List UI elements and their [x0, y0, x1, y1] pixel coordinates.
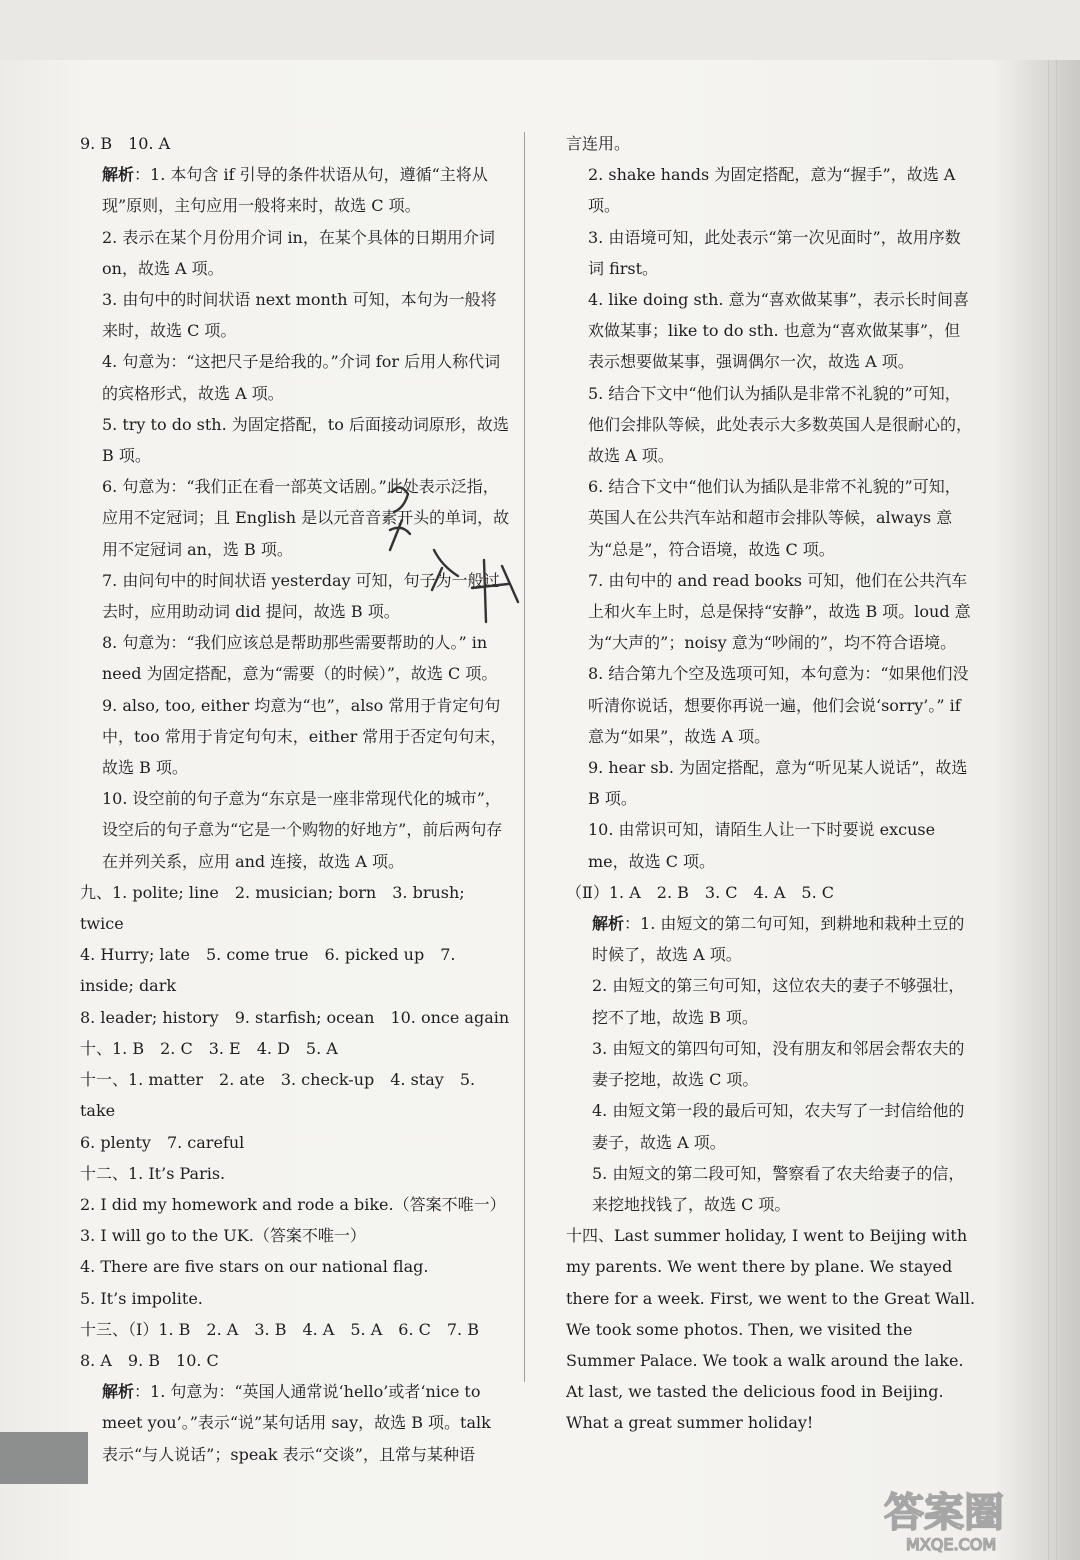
answer-line — [566, 877, 976, 908]
answer-line — [80, 1127, 510, 1158]
answer-line — [80, 939, 510, 1001]
answer-text: 8. leader; history 9. starfish; ocean 10. once again — [80, 1007, 510, 1027]
answer-line — [566, 658, 976, 752]
analysis-label: 解析 — [592, 914, 625, 934]
answer-line — [566, 471, 976, 565]
answer-text: ：1. 由短文的第二句可知，到耕地和栽种土豆的时候了，故选 A 项。 — [592, 914, 965, 965]
answer-line — [80, 1283, 510, 1314]
answer-text: 8. A 9. B 10. C — [80, 1350, 219, 1370]
answer-text: 10. 设空前的句子意为“东京是一座非常现代化的城市”，设空后的句子意为“它是一个购物的好地方”，前后两句存在并列关系，应用 and 连接，故选 A 项。 — [102, 789, 503, 871]
answer-text: 3. I will go to the UK.（答案不唯一） — [80, 1226, 366, 1246]
answer-text: 6. 结合下文中“他们认为插队是非常不礼貌的”可知，英国人在公共汽车站和超市会排队等候，always 意为“总是”，符合语境，故选 C 项。 — [588, 477, 961, 559]
top-margin — [0, 0, 1080, 60]
answer-text: 8. 句意为：“我们应该总是帮助那些需要帮助的人。” in need 为固定搭配，意为“需要（的时候）”，故选 C 项。 — [102, 633, 498, 684]
answer-text: 6. plenty 7. careful — [80, 1132, 245, 1152]
answer-text: 九、1. polite; line 2. musician; born 3. brush; twice — [80, 882, 465, 934]
page-edge-line — [1056, 60, 1057, 1560]
answer-line — [566, 814, 976, 876]
answer-line — [80, 1002, 510, 1033]
answer-text: 十、1. B 2. C 3. E 4. D 5. A — [80, 1038, 338, 1058]
left-column — [80, 128, 510, 1470]
answer-text: 5. 由短文的第二段可知，警察看了农夫给妻子的信，来挖地找钱了，故选 C 项。 — [592, 1163, 965, 1214]
answer-line — [80, 222, 510, 284]
analysis-label: 解析 — [102, 165, 135, 185]
answer-line — [566, 1220, 976, 1438]
answer-line — [566, 1095, 976, 1157]
answer-line — [566, 970, 976, 1032]
answer-line — [80, 1033, 510, 1064]
answer-text: 2. shake hands 为固定搭配，意为“握手”，故选 A 项。 — [588, 165, 956, 216]
answer-line — [566, 159, 976, 221]
answer-text: 9. B 10. A — [80, 134, 171, 153]
answer-line — [80, 1189, 510, 1220]
answer-line — [80, 1158, 510, 1189]
page-edge-line — [1048, 60, 1049, 1560]
answer-line — [80, 1314, 510, 1345]
answer-line — [80, 128, 510, 159]
answer-text: 7. 由问句中的时间状语 yesterday 可知，句子为一般过去时，应用助动词 did 提问，故选 B 项。 — [102, 570, 500, 622]
answer-line — [566, 284, 976, 378]
answer-text: 9. also, too, either 均意为“也”，also 常用于肯定句句中，too 常用于肯定句句末，either 常用于否定句句末，故选 B 项。 — [102, 695, 507, 778]
answer-line — [566, 1033, 976, 1095]
answer-line — [80, 1376, 510, 1470]
answer-text: 5. 结合下文中“他们认为插队是非常不礼貌的”可知，他们会排队等候，此处表示大多数英国人是很耐心的，故选 A 项。 — [588, 383, 973, 466]
answer-text: 4. 由短文第一段的最后可知，农夫写了一封信给他的妻子，故选 A 项。 — [592, 1101, 965, 1152]
answer-line — [80, 346, 510, 408]
answer-text: 4. 句意为：“这把尺子是给我的。”介词 for 后用人称代词的宾格形式，故选 A 项。 — [102, 352, 501, 403]
answer-text: 4. There are five stars on our national flag. — [80, 1257, 429, 1277]
answer-line — [566, 1158, 976, 1220]
answer-line — [566, 752, 976, 814]
answer-text: 6. 句意为：“我们正在看一部英文话剧。”此处表示泛指，应用不定冠词；且 English 是以元音音素开头的单词，故用不定冠词 an，选 B 项。 — [102, 477, 510, 559]
answer-text: 4. Hurry; late 5. come true 6. picked up 7. inside; dark — [80, 945, 456, 996]
answer-line — [80, 1220, 510, 1251]
answer-text: 5. try to do sth. 为固定搭配，to 后面接动词原形，故选 B 项。 — [102, 414, 509, 466]
answer-text: 3. 由句中的时间状语 next month 可知，本句为一般将来时，故选 C 项。 — [102, 290, 497, 341]
answer-line — [80, 1064, 510, 1126]
answer-line — [566, 128, 976, 159]
analysis-label: 解析 — [102, 1382, 135, 1402]
answer-line — [80, 783, 510, 877]
answer-text: （Ⅱ）1. A 2. B 3. C 4. A 5. C — [566, 882, 834, 902]
svg-text:答案圈: 答案圈 — [884, 1490, 1004, 1536]
answer-text: 7. 由句中的 and read books 可知，他们在公共汽车上和火车上时，总是保持“安静”，故选 B 项。loud 意为“大声的”；noisy 意为“吵闹的”，均不符合语境。 — [588, 570, 971, 653]
answer-line — [566, 565, 976, 659]
answer-line — [566, 378, 976, 472]
answer-line — [80, 690, 510, 784]
answer-line — [80, 1251, 510, 1282]
answer-text: 4. like doing sth. 意为“喜欢做某事”，表示长时间喜欢做某事；like to do sth. 也意为“喜欢做某事”，但表示想要做某事，强调偶尔一次，故选 A 项。 — [588, 290, 969, 372]
answer-text: 8. 结合第九个空及选项可知，本句意为：“如果他们没听清你说话，想要你再说一遍，他们会说‘sorry’。” if 意为“如果”，故选 A 项。 — [588, 664, 969, 746]
answer-line — [80, 284, 510, 346]
answer-text: 十三、（Ⅰ）1. B 2. A 3. B 4. A 5. A 6. C 7. B — [80, 1319, 479, 1339]
answer-line — [566, 222, 976, 284]
answer-line — [566, 908, 976, 970]
answer-text: 言连用。 — [566, 134, 631, 153]
answer-text: ：1. 本句含 if 引导的条件状语从句，遵循“主将从现”原则，主句应用一般将来时，故选 C 项。 — [102, 165, 488, 216]
column-divider — [524, 132, 525, 1382]
answer-text: 十二、1. It’s Paris. — [80, 1163, 226, 1183]
answer-text: 9. hear sb. 为固定搭配，意为“听见某人说话”，故选 B 项。 — [588, 758, 968, 809]
answer-text: ：1. 句意为：“英国人通常说‘hello’或者‘nice to meet you’。”表示“说”某句话用 say，故选 B 项。talk 表示“与人说话”；speak 表示“交谈”，且常与某种语 — [102, 1382, 491, 1464]
answer-line — [80, 409, 510, 471]
answer-text: 5. It’s impolite. — [80, 1288, 203, 1308]
answer-text: 2. 由短文的第三句可知，这位农夫的妻子不够强壮，挖不了地，故选 B 项。 — [592, 976, 965, 1027]
handwriting-mark — [372, 470, 562, 640]
answer-line — [80, 877, 510, 939]
watermark-logo — [876, 1480, 1072, 1556]
answer-text: 十一、1. matter 2. ate 3. check-up 4. stay 5. take — [80, 1070, 476, 1121]
page-tab-marker — [0, 1432, 88, 1484]
answer-line — [80, 159, 510, 221]
right-column — [566, 128, 976, 1439]
answer-text: 2. 表示在某个月份用介词 in，在某个具体的日期用介词 on，故选 A 项。 — [102, 227, 495, 278]
answer-text: 3. 由语境可知，此处表示“第一次见面时”，故用序数词 first。 — [588, 227, 961, 278]
answer-line — [80, 1345, 510, 1376]
svg-text:MXQE.COM: MXQE.COM — [906, 1535, 997, 1554]
answer-text: 3. 由短文的第四句可知，没有朋友和邻居会帮农夫的妻子挖地，故选 C 项。 — [592, 1038, 965, 1090]
answer-text: 10. 由常识可知，请陌生人让一下时要说 excuse me，故选 C 项。 — [588, 820, 936, 871]
answer-text: 十四、Last summer holiday, I went to Beijing with my parents. We went there by plane. We stayed there for a week. First, we went to the Great Wall. We took some photos. Then, we visited the Summer Palace. We took a walk around the lake. At last, we tasted the delicious food in Beijing. What a great summer holiday! — [566, 1226, 976, 1433]
answer-text: 2. I did my homework and rode a bike.（答案不唯一） — [80, 1194, 506, 1214]
